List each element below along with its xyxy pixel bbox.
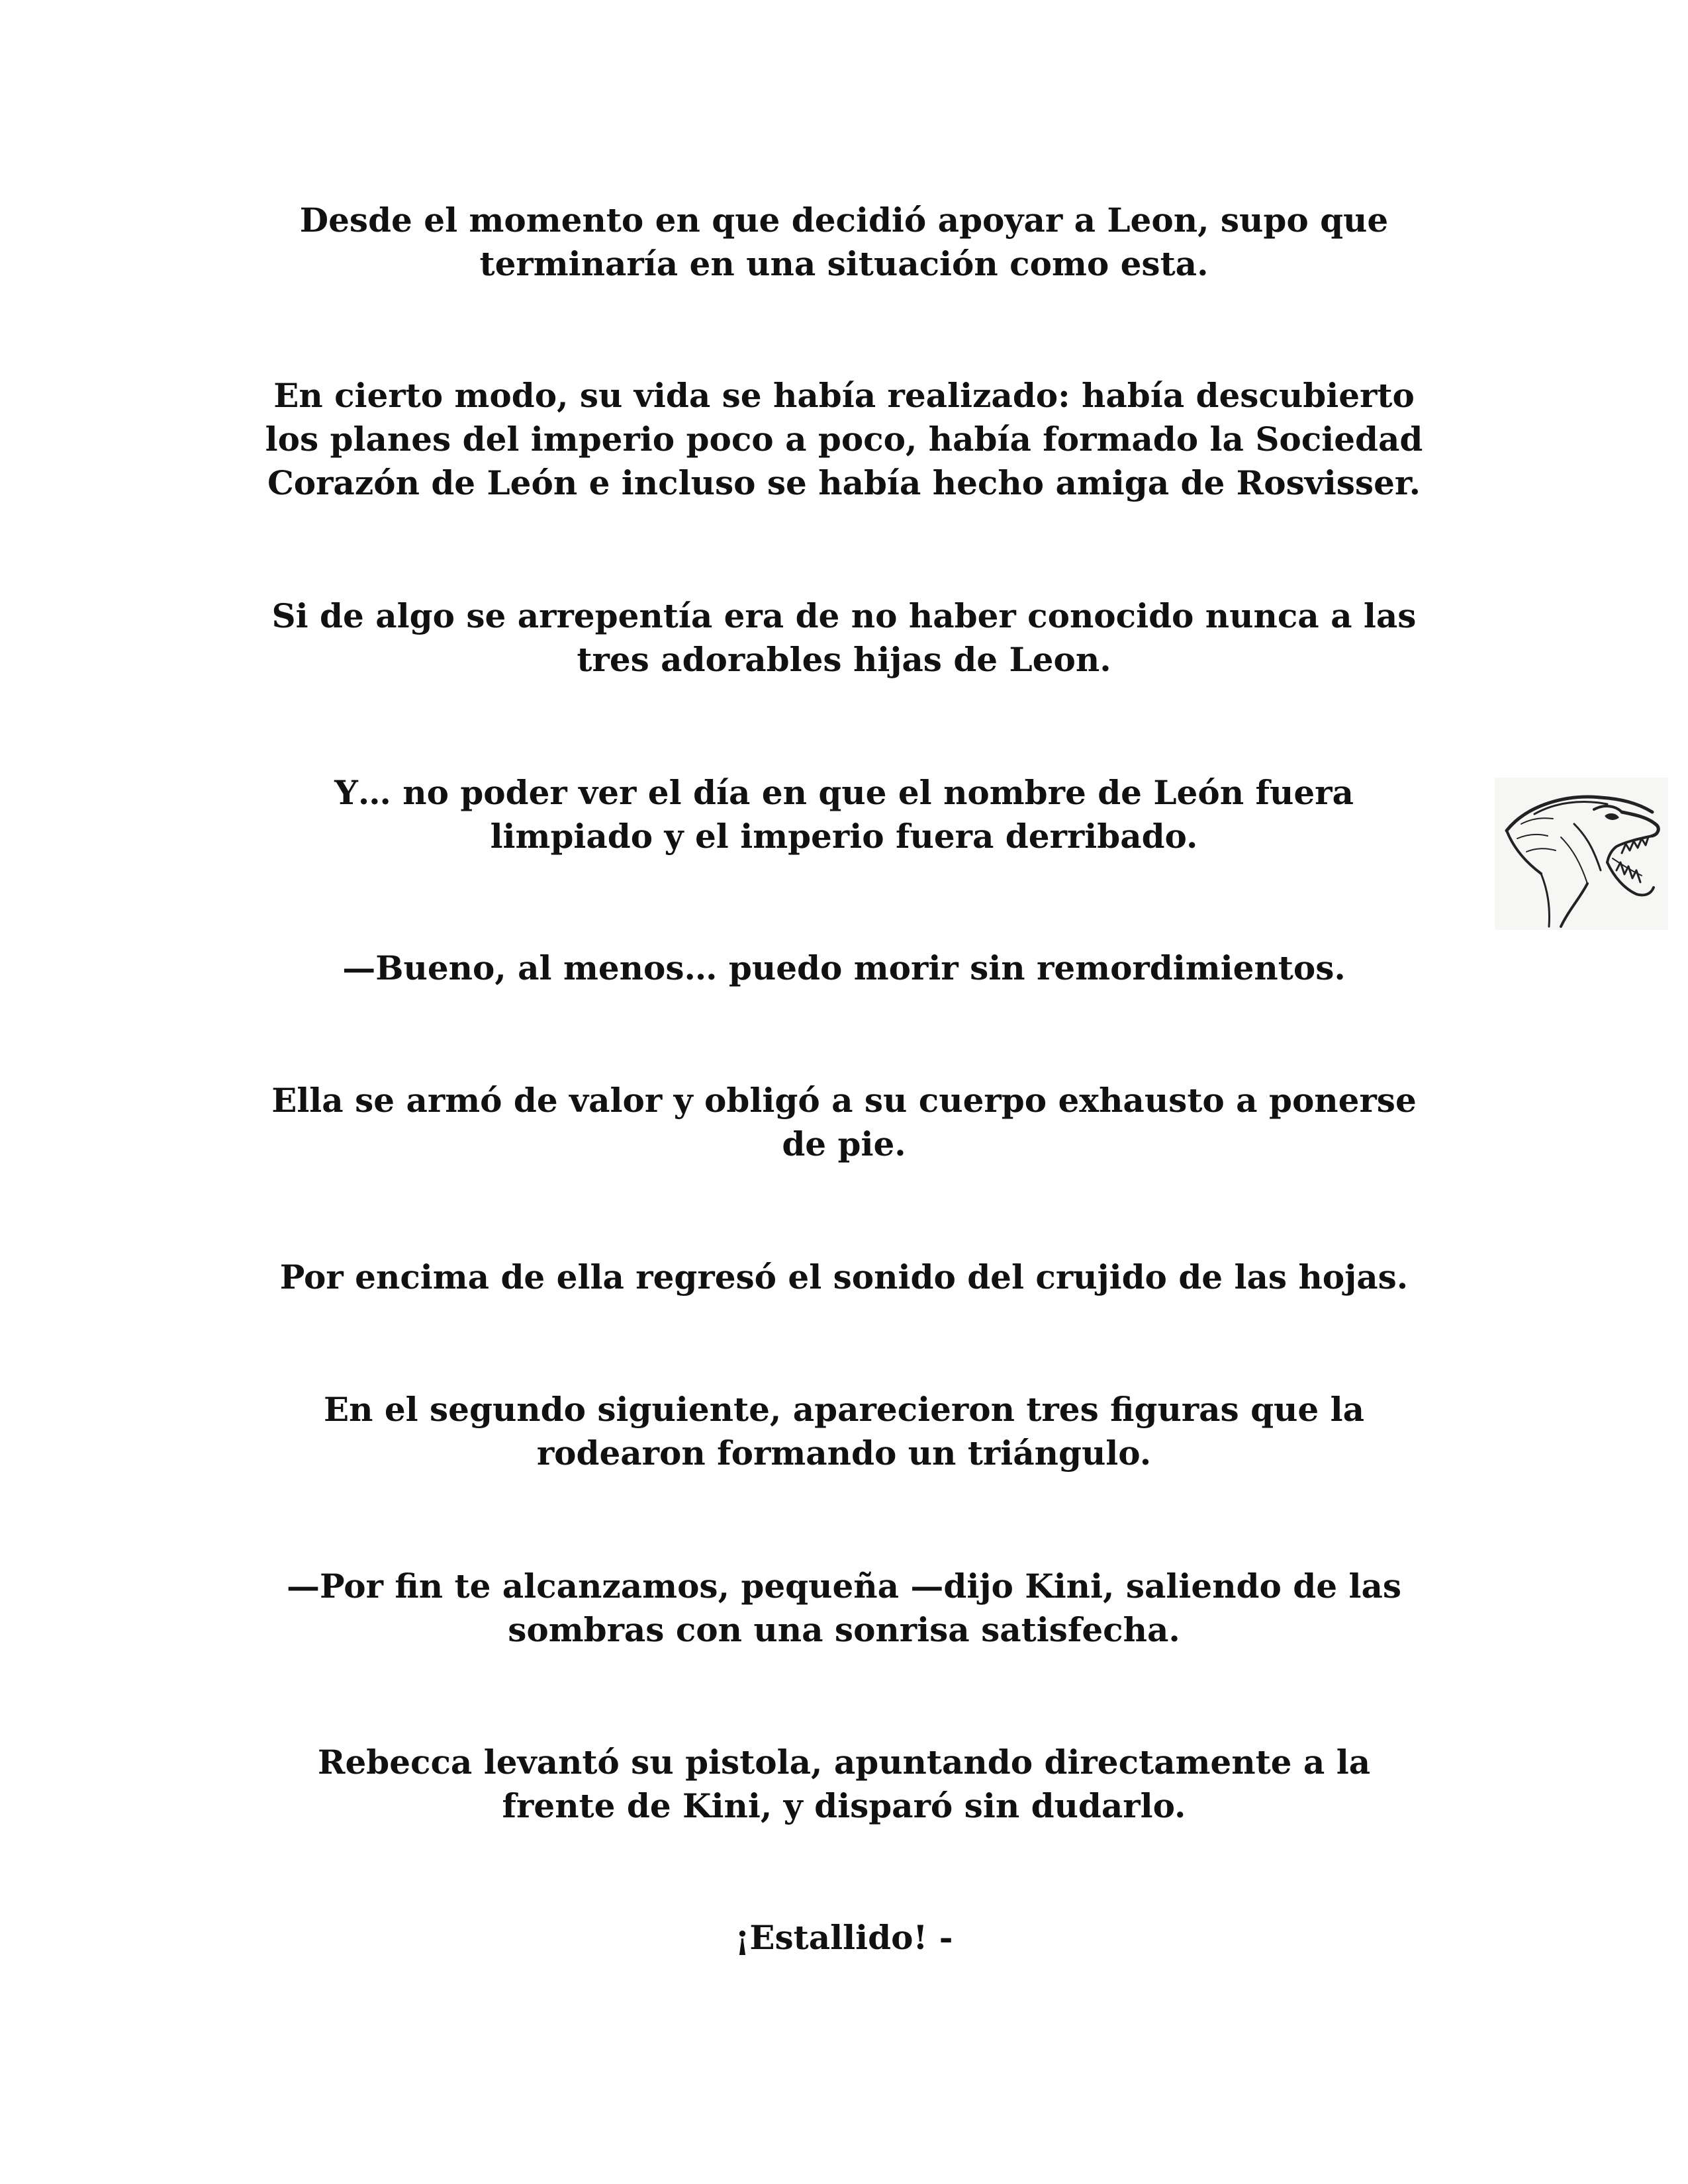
paragraph-line: En el segundo siguiente, aparecieron tres figuras que la bbox=[323, 1390, 1365, 1429]
paragraph-line: Corazón de León e incluso se había hecho amiga de Rosvisser. bbox=[267, 463, 1421, 502]
paragraph-line: terminaría en una situación como esta. bbox=[479, 244, 1209, 283]
paragraph-line: En cierto modo, su vida se había realizado: había descubierto bbox=[273, 376, 1415, 415]
dinosaur-head-icon bbox=[1495, 778, 1668, 930]
paragraph-line: Si de algo se arrepentía era de no haber conocido nunca a las bbox=[271, 596, 1417, 635]
paragraph-line: tres adorables hijas de Leon. bbox=[577, 640, 1111, 679]
paragraph-line: Por encima de ella regresó el sonido del crujido de las hojas. bbox=[279, 1257, 1409, 1297]
paragraph-line: sombras con una sonrisa satisfecha. bbox=[508, 1610, 1180, 1649]
paragraph-line: rodearon formando un triángulo. bbox=[536, 1433, 1152, 1473]
paragraph-line: Rebecca levantó su pistola, apuntando directamente a la bbox=[317, 1743, 1371, 1782]
paragraph-line: Ella se armó de valor y obligó a su cuerpo exhausto a ponerse bbox=[271, 1081, 1417, 1120]
paragraph-1 bbox=[218, 199, 1470, 286]
paragraph-line: —Bueno, al menos… puedo morir sin remordimientos. bbox=[342, 948, 1346, 987]
paragraph-line: Desde el momento en que decidió apoyar a Leon, supo que bbox=[299, 201, 1389, 240]
paragraph-10 bbox=[218, 1741, 1470, 1828]
paragraph-3 bbox=[218, 594, 1470, 682]
paragraph-line: ¡Estallido! - bbox=[735, 1918, 953, 1957]
paragraph-line: limpiado y el imperio fuera derribado. bbox=[490, 817, 1198, 856]
paragraph-11 bbox=[218, 1916, 1470, 1960]
paragraph-9 bbox=[218, 1565, 1470, 1652]
paragraph-line: —Por fin te alcanzamos, pequeña —dijo Kini, saliendo de las bbox=[287, 1567, 1401, 1606]
paragraph-5 bbox=[218, 946, 1470, 990]
paragraph-line: frente de Kini, y disparó sin dudarlo. bbox=[502, 1786, 1186, 1825]
paragraph-2 bbox=[218, 374, 1470, 505]
paragraph-6 bbox=[218, 1079, 1470, 1166]
paragraph-7 bbox=[218, 1255, 1470, 1299]
paragraph-line: los planes del imperio poco a poco, había formado la Sociedad bbox=[265, 420, 1423, 459]
paragraph-line: Y… no poder ver el día en que el nombre de León fuera bbox=[334, 773, 1354, 812]
paragraph-8 bbox=[218, 1388, 1470, 1475]
paragraph-4 bbox=[218, 771, 1470, 858]
paragraph-line: de pie. bbox=[782, 1124, 906, 1163]
